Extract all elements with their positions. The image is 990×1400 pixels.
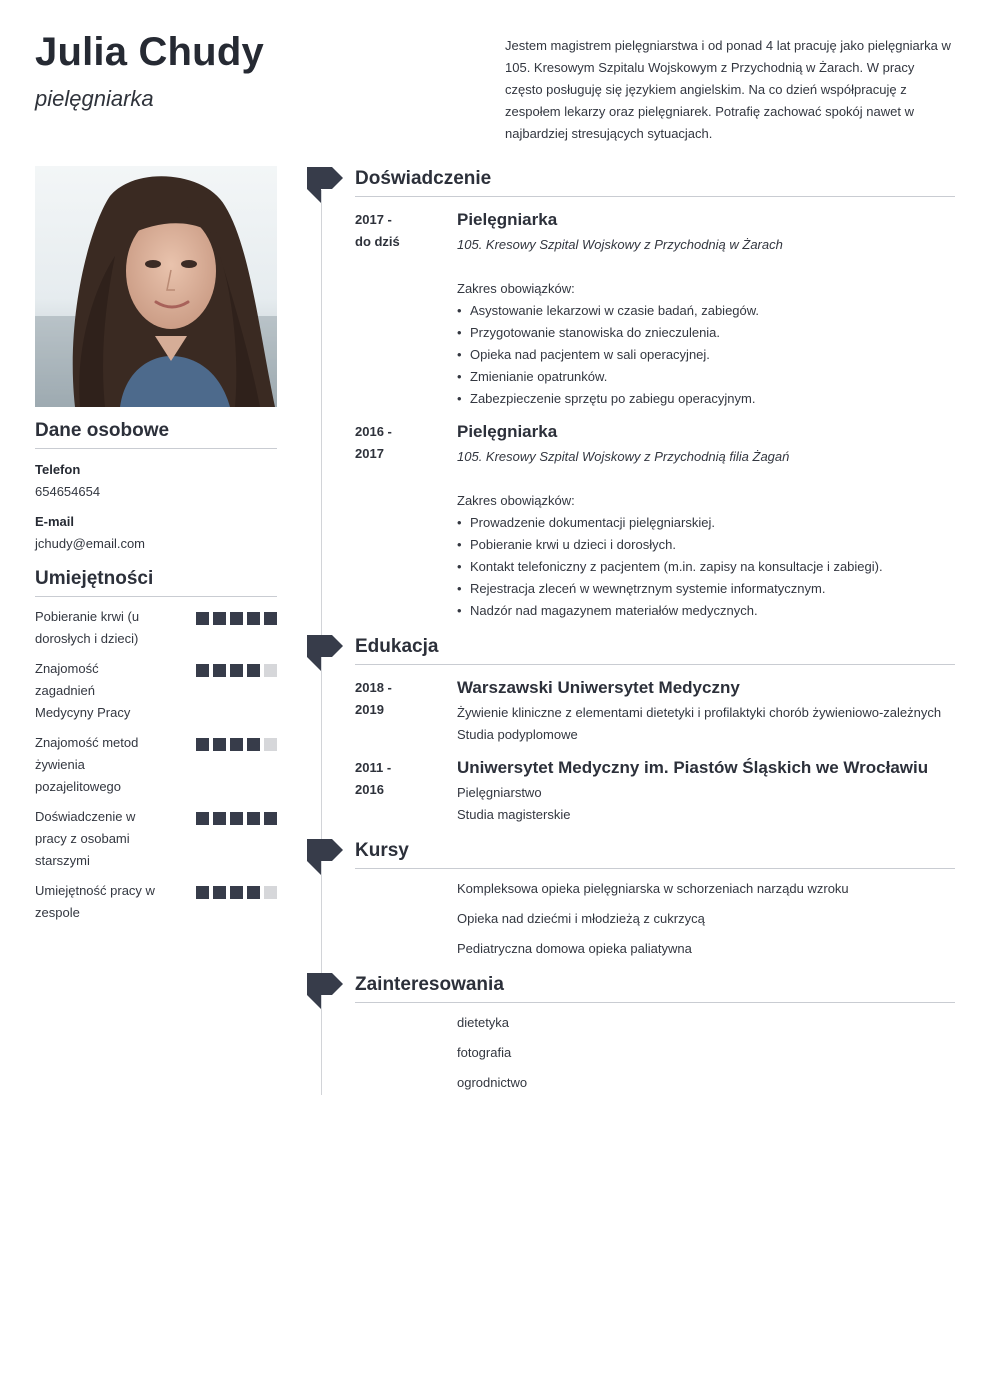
list-item: • Przygotowanie stanowiska do znieczulenia. (457, 322, 957, 344)
skill-name: Doświadczenie w pracy z osobami starszymi (35, 809, 136, 868)
profile-photo (35, 166, 277, 407)
date-start: 2016 - (355, 424, 392, 439)
skill-name: Znajomość metod żywienia pozajelitowego (35, 735, 139, 794)
list-item: • Asystowanie lekarzowi w czasie badań, zabiegów. (457, 300, 957, 322)
skill-level-bar (196, 886, 277, 899)
skill-level-filled (247, 664, 260, 677)
skill-level-filled (213, 886, 226, 899)
experience-date (355, 209, 445, 253)
education-title: Edukacja (355, 636, 439, 657)
section-flag-icon (307, 167, 347, 207)
date-end: 2016 (355, 782, 384, 797)
field-of-study: Pielęgniarstwo (457, 785, 542, 800)
course-item: Kompleksowa opieka pielęgniarska w schorzeniach narządu wzroku (457, 881, 849, 896)
skill-level-filled (230, 738, 243, 751)
education-date (355, 677, 445, 721)
duties-label: Zakres obowiązków: (457, 493, 575, 508)
list-item: • Prowadzenie dokumentacji pielęgniarskiej. (457, 512, 957, 534)
skill-level-filled (196, 664, 209, 677)
skill-name: Umiejętność pracy w zespole (35, 883, 155, 920)
skill-level-bar (196, 738, 277, 751)
interest-item: ogrodnictwo (457, 1075, 528, 1090)
skill-name: Znajomość zagadnień Medycyny Pracy (35, 661, 131, 720)
skill-level-bar (196, 612, 277, 625)
divider (355, 196, 955, 197)
date-end: 2017 (355, 446, 384, 461)
list-item: • Zmienianie opatrunków. (457, 366, 957, 388)
skill-item (35, 606, 277, 650)
degree: Studia magisterskie (457, 807, 571, 822)
skill-level-filled (247, 812, 260, 825)
experience-entry (457, 208, 957, 410)
position-title: Pielęgniarka (457, 210, 558, 229)
skill-level-bar (196, 664, 277, 677)
interests-title: Zainteresowania (355, 974, 504, 995)
skill-item (35, 658, 277, 724)
skill-name: Pobieranie krwi (u dorosłych i dzieci) (35, 609, 140, 646)
skill-level-filled (213, 812, 226, 825)
divider (35, 596, 277, 597)
skill-level-filled (247, 886, 260, 899)
course-item: Pediatryczna domowa opieka paliatywna (457, 941, 692, 956)
section-flag-icon (307, 635, 347, 675)
school-name: Uniwersytet Medyczny im. Piastów Śląskich we Wrocławiu (457, 758, 929, 777)
education-entry (457, 756, 957, 826)
list-item: • Zabezpieczenie sprzętu po zabiegu operacyjnym. (457, 388, 957, 410)
skill-level-filled (213, 612, 226, 625)
date-start: 2011 - (355, 760, 392, 775)
experience-date (355, 421, 445, 465)
skill-level-empty (264, 738, 277, 751)
divider (35, 448, 277, 449)
employer-name: 105. Kresowy Szpital Wojskowy z Przychodnią w Żarach (457, 237, 783, 252)
skill-level-filled (213, 664, 226, 677)
phone-label: Telefon (35, 462, 81, 477)
skill-level-empty (264, 886, 277, 899)
skill-level-filled (196, 812, 209, 825)
course-item: Opieka nad dziećmi i młodzieżą z cukrzycą (457, 911, 705, 926)
personal-data-title: Dane osobowe (35, 420, 170, 441)
skill-level-empty (264, 664, 277, 677)
skill-level-filled (196, 886, 209, 899)
email-value: jchudy@email.com (35, 536, 146, 551)
field-of-study: Żywienie kliniczne z elementami dietetyki i profilaktyki chorób żywieniowo-zależnych (457, 705, 942, 720)
skill-level-filled (196, 612, 209, 625)
email-label: E-mail (35, 514, 75, 529)
list-item: • Opieka nad pacjentem w sali operacyjnej. (457, 344, 957, 366)
degree: Studia podyplomowe (457, 727, 578, 742)
duties-list (457, 300, 957, 410)
candidate-profession: pielęgniarka (35, 86, 154, 111)
duties-list (457, 512, 957, 622)
divider (355, 1002, 955, 1003)
section-flag-icon (307, 839, 347, 879)
education-entry (457, 676, 957, 746)
position-title: Pielęgniarka (457, 422, 558, 441)
divider (355, 664, 955, 665)
skill-level-filled (230, 612, 243, 625)
courses-title: Kursy (355, 840, 409, 861)
skill-level-bar (196, 812, 277, 825)
experience-entry (457, 420, 957, 622)
date-end: 2019 (355, 702, 384, 717)
list-item: • Pobieranie krwi u dzieci i dorosłych. (457, 534, 957, 556)
skill-level-filled (196, 738, 209, 751)
divider (355, 868, 955, 869)
skills-title: Umiejętności (35, 568, 154, 589)
experience-title: Doświadczenie (355, 168, 492, 189)
interest-item: fotografia (457, 1045, 512, 1060)
date-start: 2018 - (355, 680, 392, 695)
skill-level-filled (247, 612, 260, 625)
date-end: do dziś (355, 234, 400, 249)
list-item: • Nadzór nad magazynem materiałów medycznych. (457, 600, 957, 622)
skill-level-filled (230, 664, 243, 677)
education-date (355, 757, 445, 801)
profile-summary: Jestem magistrem pielęgniarstwa i od ponad 4 lat pracuję jako pielęgniarka w 105. Kresowym Szpitalu Wojskowym z Przychodnią w Żarach. W pracy często posługuję się językiem angielskim. Na co dzień współpracuję z zespołem lekarzy oraz pielęgniarek. Potrafię zachować spokój nawet w najbardziej stresujących sytuacjach. (505, 38, 951, 141)
employer-name: 105. Kresowy Szpital Wojskowy z Przychodnią filia Żagań (457, 449, 790, 464)
section-flag-icon (307, 973, 347, 1013)
skill-item (35, 732, 277, 798)
school-name: Warszawski Uniwersytet Medyczny (457, 678, 740, 697)
skill-level-filled (264, 812, 277, 825)
duties-label: Zakres obowiązków: (457, 281, 575, 296)
list-item: • Rejestracja zleceń w wewnętrznym systemie informatycznym. (457, 578, 957, 600)
list-item: • Kontakt telefoniczny z pacjentem (m.in. zapisy na konsultacje i zabiegi). (457, 556, 957, 578)
skill-level-filled (230, 812, 243, 825)
phone-value: 654654654 (35, 484, 101, 499)
date-start: 2017 - (355, 212, 392, 227)
skill-item (35, 806, 277, 872)
skill-item (35, 880, 277, 924)
candidate-name: Julia Chudy (35, 30, 264, 74)
skill-level-filled (213, 738, 226, 751)
skill-level-filled (230, 886, 243, 899)
skill-level-filled (247, 738, 260, 751)
skill-level-filled (264, 612, 277, 625)
interest-item: dietetyka (457, 1015, 510, 1030)
